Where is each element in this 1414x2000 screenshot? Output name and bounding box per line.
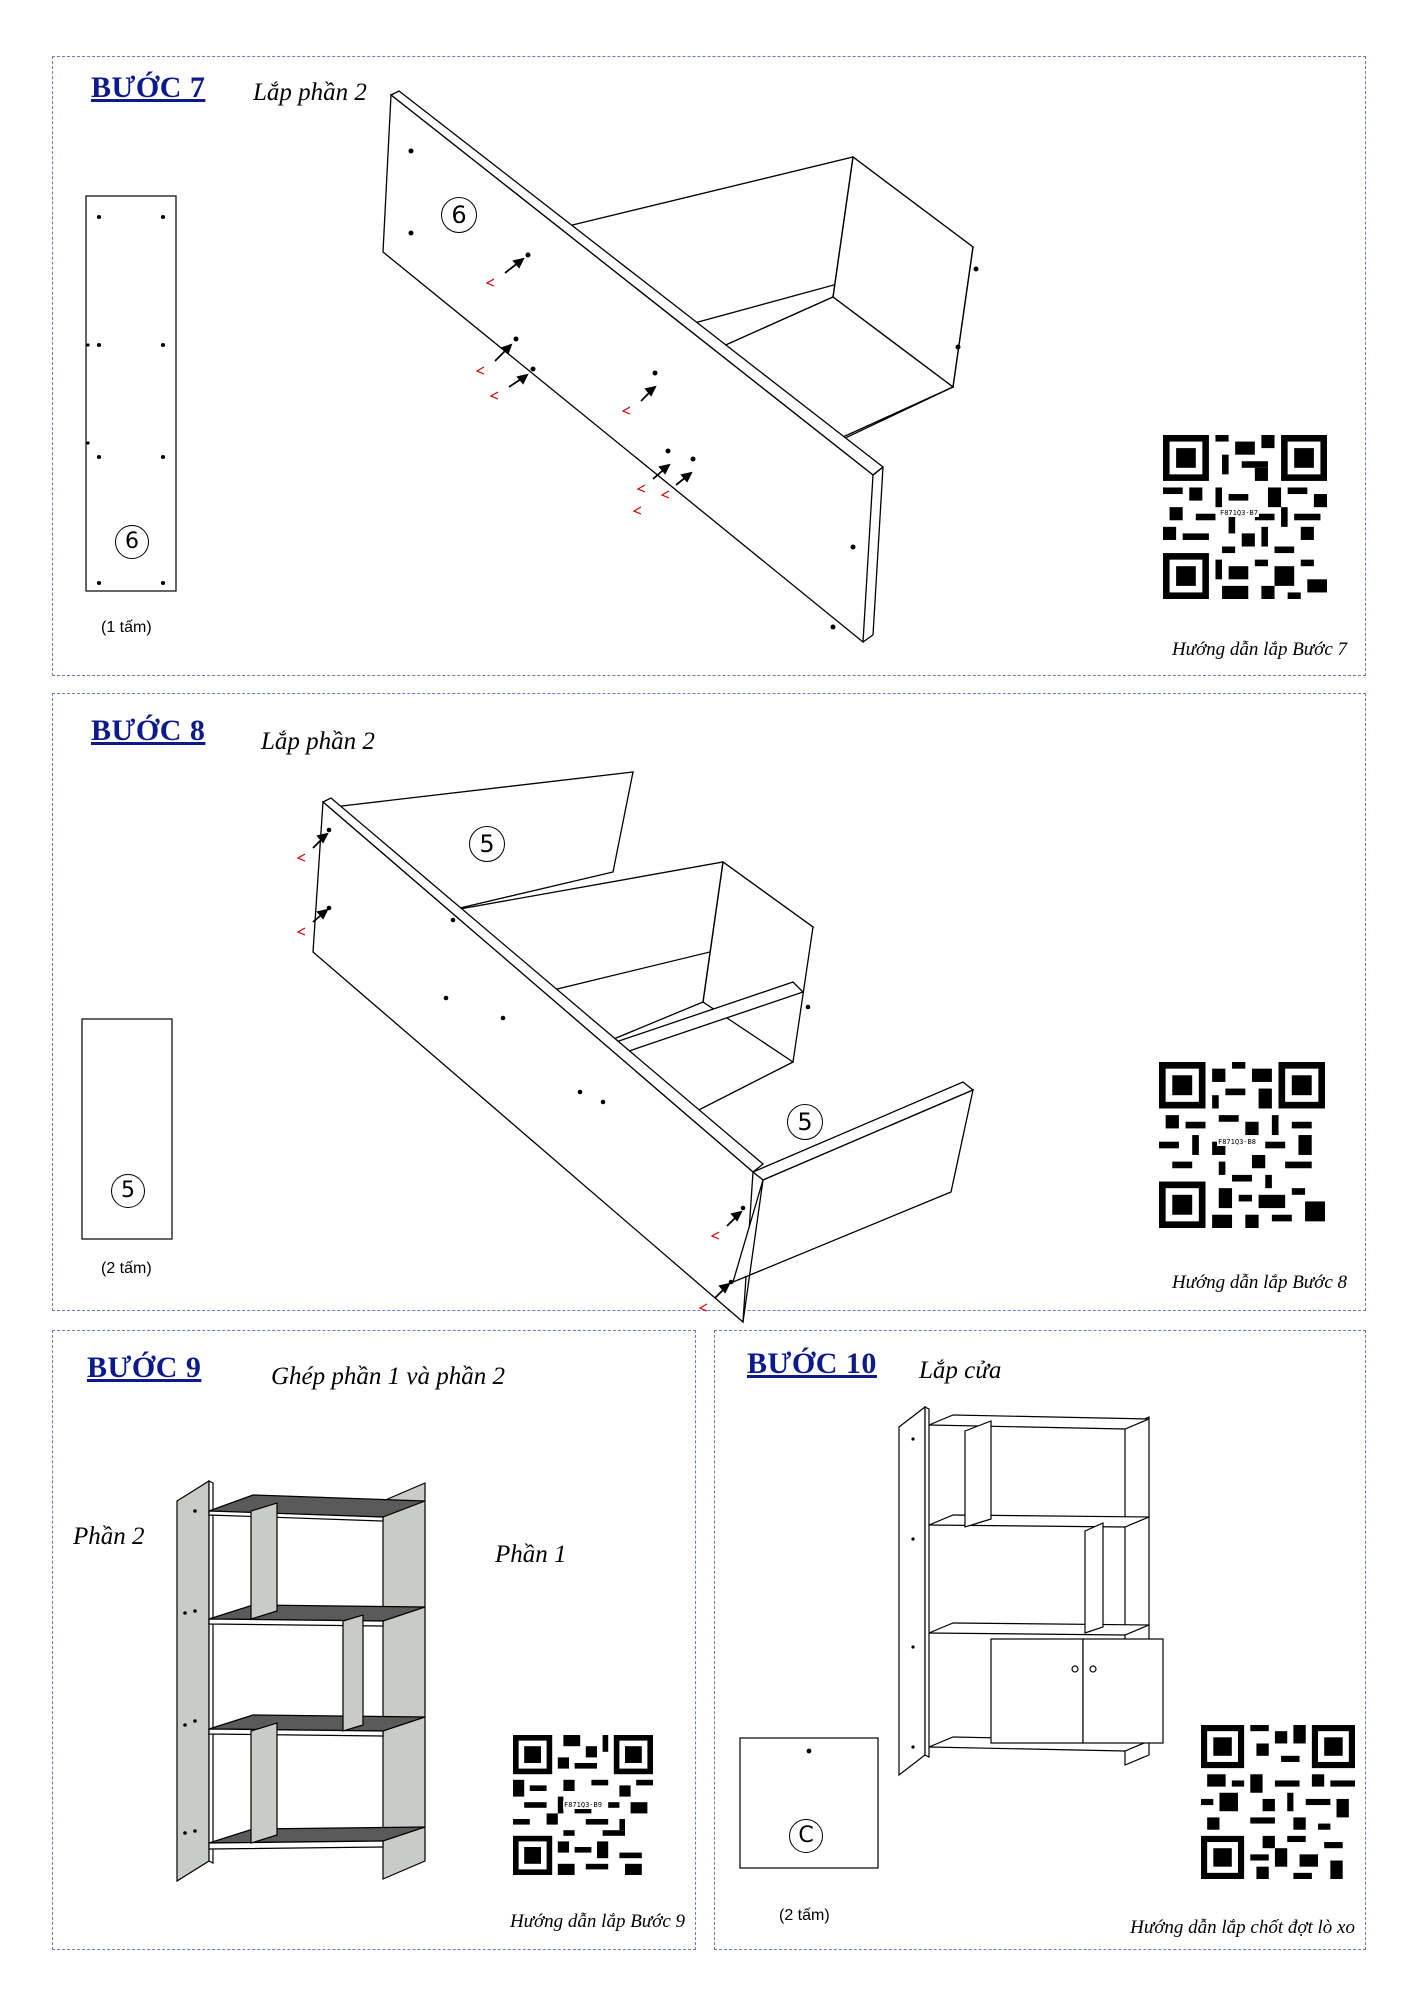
step-8-quantity: (2 tấm) <box>101 1260 152 1277</box>
step-8-title: BƯỚC 8 <box>91 714 206 747</box>
qr-code-label: F871Q3-B7 <box>1220 509 1258 517</box>
step-7-quantity: (1 tấm) <box>101 619 152 636</box>
step-9-assembled-shelf-drawing <box>173 1481 453 1891</box>
qr-code-icon <box>1163 435 1327 599</box>
step-7-title: BƯỚC 7 <box>91 71 206 104</box>
step-9-caption: Hướng dẫn lắp Bước 9 <box>509 1911 685 1932</box>
step-8-panel <box>52 693 1366 1311</box>
step-7-subtitle: Lắp phần 2 <box>253 79 367 106</box>
step-10-quantity: (2 tấm) <box>779 1907 830 1924</box>
part-2-label: Phần 2 <box>73 1523 145 1550</box>
qr-code-label: F871Q3-B8 <box>1218 1138 1256 1146</box>
step-8-subtitle: Lắp phần 2 <box>261 728 375 755</box>
qr-code-label: F871Q3-B9 <box>564 1801 602 1809</box>
panel-5-number: 5 <box>111 1174 145 1208</box>
panel-6-assembly-number: 6 <box>441 197 477 233</box>
step-7-assembly-drawing <box>383 87 1083 647</box>
step-10-subtitle: Lắp cửa <box>919 1357 1002 1384</box>
panel-6-number: 6 <box>115 525 149 559</box>
step-7-panel <box>52 56 1366 676</box>
panel-5-flat-drawing <box>81 1018 175 1242</box>
step-8-assembly-drawing <box>303 762 983 1262</box>
step-10-panel <box>714 1330 1366 1950</box>
step-9-subtitle: Ghép phần 1 và phần 2 <box>271 1363 505 1390</box>
step-10-shelf-with-doors-drawing <box>895 1407 1175 1787</box>
qr-code-icon <box>1201 1725 1355 1879</box>
step-9-panel <box>52 1330 696 1950</box>
step-10-caption: Hướng dẫn lắp chốt đợt lò xo <box>1130 1917 1355 1938</box>
part-1-label: Phần 1 <box>495 1541 567 1568</box>
panel-c-letter: C <box>789 1819 823 1853</box>
step-8-caption: Hướng dẫn lắp Bước 8 <box>1171 1272 1347 1293</box>
step-9-title: BƯỚC 9 <box>87 1351 202 1384</box>
panel-5-bottom-number: 5 <box>787 1104 823 1140</box>
panel-5-top-number: 5 <box>469 826 505 862</box>
step-7-caption: Hướng dẫn lắp Bước 7 <box>1171 639 1347 660</box>
step-10-title: BƯỚC 10 <box>747 1347 877 1380</box>
